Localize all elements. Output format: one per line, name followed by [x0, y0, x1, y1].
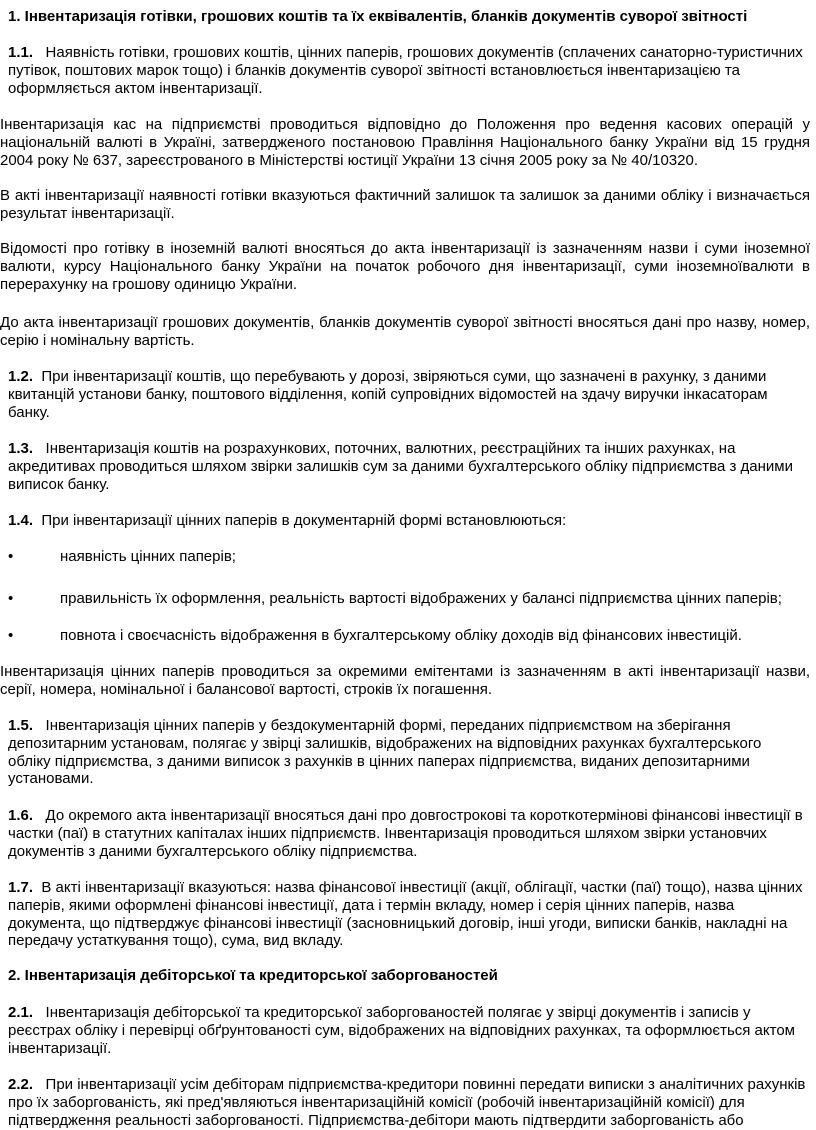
bullet-icon: •	[8, 627, 14, 644]
paragraph-number: 1.5.	[8, 717, 34, 734]
paragraph-cash-inventory: Інвентаризація кас на підприємстві проводиться відповідно до Положення про ведення касових операцій у національній валюті в Україні, затвердженого постановою Правління Національного банку України від 15 грудня 2004 року № 637, зареєстрованого в Міністерстві юстиції України 13 січня 2005 року за № 40/10320.	[0, 116, 810, 169]
bullet-icon: •	[8, 590, 14, 607]
paragraph-text: Наявність готівки, грошових коштів, цінних паперів, грошових документів (сплачених санаторно-туристичних путівок, поштових марок тощо) і бланків документів суворої звітності встановлюється інвентаризацією та оформляється актом інвентаризації.	[8, 44, 803, 97]
paragraph-1-6	[8, 807, 808, 860]
paragraph-text: При інвентаризації коштів, що перебувають у дорозі, звіряються суми, що зазначені в рахунку, з даними квитанцій установи банку, поштового відділення, копій супровідних відомостей на здачу виручки інкасаторам банку.	[8, 368, 768, 421]
paragraph-number: 1.3.	[8, 440, 34, 457]
paragraph-text: В акті інвентаризації вказуються: назва фінансової інвестиції (акції, облігації, частки (паї) тощо), назва цінних паперів, якими оформлені фінансові інвестиції, дата і термін вкладу, номер і серія цінних паперів, назва документа, що підтверджує фінансові інвестиції (засновницький договір, інші угоди, виписки банків, накладні на передачу устаткування тощо), сума, вид вкладу.	[8, 879, 803, 950]
bullet-icon: •	[8, 548, 14, 565]
list-item-text: повнота і своєчасність відображення в бухгалтерському обліку доходів від фінансових інвестицій.	[60, 627, 742, 644]
paragraph-text: Інвентаризація коштів на розрахункових, поточних, валютних, реєстраційних та інших рахунках, на акредитивах проводиться шляхом звірки залишків сум за даними бухгалтерського обліку підприємства з даними виписок банку.	[8, 440, 793, 493]
paragraph-text: При інвентаризації цінних паперів в документарній формі встановлюються:	[41, 512, 567, 529]
paragraph-money-documents: До акта інвентаризації грошових документів, бланків документів суворої звітності вносяться дані про назву, номер, серію і номінальну вартість.	[0, 314, 810, 349]
paragraph-text: При інвентаризації усім дебіторам підприємства-кредитори повинні передати виписки з аналітичних рахунків про їх заборгованість, які пред'являються інвентаризаційній комісії (робочій інвентаризаційній комісії) для підтвердження реальності заборгованості. Підприємства-дебітори мають підтвердити заборгованість або	[8, 1076, 806, 1129]
paragraph-1-7	[8, 879, 808, 950]
paragraph-number: 1.7.	[8, 879, 34, 896]
paragraph-1-4	[8, 512, 808, 530]
paragraph-1-3	[8, 440, 808, 493]
paragraph-text: Інвентаризація цінних паперів у бездокументарній формі, переданих підприємством на зберігання депозитарним установам, полягає у звірці залишків, відображених на відповідних рахунках бухгалтерського обліку підприємства, з даними виписок з рахунків в цінних паперах підприємства, виданих депозитарними установами.	[8, 717, 762, 788]
paragraph-number: 1.2.	[8, 368, 34, 385]
paragraph-1-2	[8, 368, 808, 421]
paragraph-2-1	[8, 1004, 808, 1057]
paragraph-cash-act: В акті інвентаризації наявності готівки вказуються фактичний залишок та залишок за даними обліку і визначається результат інвентаризації.	[0, 187, 810, 222]
paragraph-2-2	[8, 1076, 808, 1129]
section-1-heading: 1. Інвентаризація готівки, грошових коштів та їх еквівалентів, бланків документів суворої звітності	[8, 8, 748, 25]
paragraph-number: 1.1.	[8, 44, 34, 61]
paragraph-text: Інвентаризація дебіторської та кредиторської заборгованостей полягає у звірці документів і записів у реєстрах обліку і перевірці обґрунтованості сум, відображених на відповідних рахунках, та оформлюється актом інвентаризації.	[8, 1004, 795, 1057]
paragraph-1-1	[8, 44, 808, 97]
list-item-text: наявність цінних паперів;	[60, 548, 236, 565]
paragraph-number: 2.1.	[8, 1004, 34, 1021]
paragraph-1-5	[8, 717, 808, 788]
paragraph-foreign-currency: Відомості про готівку в іноземній валюті вносяться до акта інвентаризації із зазначенням назви і суми іноземної валюти, курсу Національного банку України на початок робочого дня інвентаризації, суми іноземноївалюти в перерахунку на грошову одиницю України.	[0, 240, 810, 293]
section-2-heading: 2. Інвентаризація дебіторської та кредиторської заборгованостей	[8, 967, 498, 984]
paragraph-securities-issuers: Інвентаризація цінних паперів проводиться за окремими емітентами із зазначенням в акті інвентаризації назви, серії, номера, номінальної і балансової вартості, строків їх погашення.	[0, 663, 810, 698]
list-item-text: правильність їх оформлення, реальність вартості відображених у балансі підприємства цінних паперів;	[60, 590, 782, 607]
paragraph-number: 2.2.	[8, 1076, 34, 1093]
paragraph-text: До окремого акта інвентаризації вносяться дані про довгострокові та короткотермінові фінансові інвестиції в частки (паї) в статутних капіталах інших підприємств. Інвентаризація проводиться шляхом звірки установчих документів з даними бухгалтерського обліку підприємства.	[8, 807, 803, 860]
paragraph-number: 1.4.	[8, 512, 34, 529]
paragraph-number: 1.6.	[8, 807, 34, 824]
